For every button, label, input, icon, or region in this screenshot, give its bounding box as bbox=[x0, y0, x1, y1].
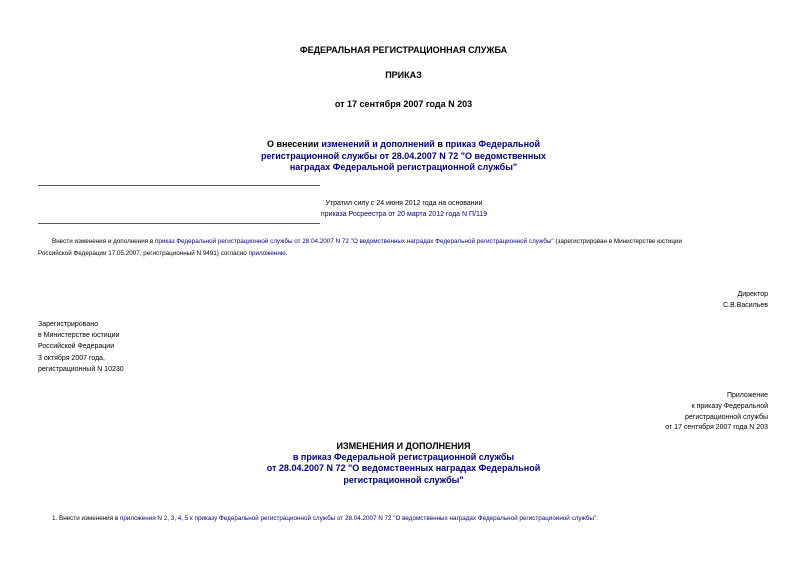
title-middle: в bbox=[434, 139, 446, 149]
appendix-title-link-line1[interactable]: в приказ Федеральной регистрационной службы bbox=[292, 452, 515, 463]
title-link-changes[interactable]: изменений и дополнений bbox=[321, 139, 435, 149]
title-prefix: О внесении bbox=[266, 139, 322, 149]
registration-block bbox=[38, 319, 124, 375]
repeal-notice-link[interactable]: приказа Росреестра от 20 марта 2012 года N П/119 bbox=[320, 211, 488, 218]
item1-end: : bbox=[596, 515, 599, 522]
item1-link-appendix-4[interactable]: 4 bbox=[177, 515, 182, 522]
repeal-notice-text: Утратил силу с 24 июня 2012 года на основании bbox=[325, 200, 483, 207]
p1-line2-end: . bbox=[285, 249, 288, 257]
appendix-ref-line: Приложение bbox=[726, 392, 768, 399]
item1-link-appendix-2[interactable]: приложения N 2 bbox=[119, 515, 168, 522]
registration-line: Зарегистрировано bbox=[38, 321, 98, 328]
item1-link-appendix-5[interactable]: 5 bbox=[184, 515, 189, 522]
appendix-reference bbox=[665, 391, 768, 434]
title-link-order-part2[interactable]: регистрационной службы от 28.04.2007 N 72 "О ведомственных bbox=[261, 150, 546, 161]
item1-sep: , bbox=[181, 515, 185, 522]
p1-start: Внести изменения и дополнения в bbox=[52, 238, 155, 245]
p1-order-link[interactable]: приказ Федеральной регистрационной службы от 28.04.2007 N 72 "О ведомственных наградах Федеральной регистрационной службы" bbox=[154, 238, 554, 245]
title-link-order-part3[interactable]: наградах Федеральной регистрационной службы" bbox=[289, 162, 518, 172]
agency-name: ФЕДЕРАЛЬНАЯ РЕГИСТРАЦИОННАЯ СЛУЖБА bbox=[299, 45, 508, 55]
item1-start: 1. Внести изменения в bbox=[52, 515, 120, 522]
registration-line: в Министерстве юстиции bbox=[38, 332, 120, 340]
signature-name: С.В.Васильев bbox=[723, 302, 768, 309]
signature-block bbox=[723, 289, 768, 311]
appendix-title-block bbox=[0, 441, 807, 486]
appendix-title-link-line3[interactable]: регистрационной службы" bbox=[343, 474, 464, 485]
item1-link-appendix-3[interactable]: 3 bbox=[170, 515, 175, 522]
main-paragraph bbox=[38, 236, 773, 259]
document-date-number: от 17 сентября 2007 года N 203 bbox=[334, 99, 473, 109]
divider-bottom bbox=[38, 223, 320, 224]
registration-line: Российской Федерации bbox=[38, 343, 115, 351]
registration-line: регистрационный N 10230 bbox=[38, 365, 124, 373]
appendix-ref-line: к приказу Федеральной bbox=[691, 402, 768, 410]
document-type: ПРИКАЗ bbox=[385, 70, 422, 80]
item-1 bbox=[52, 515, 598, 522]
p1-line2-start: Российской Федерации 17.05.2007, регистрационный N 9491) согласно bbox=[38, 249, 249, 257]
item1-sep: , bbox=[167, 515, 171, 522]
signature-position: Директор bbox=[737, 291, 768, 298]
document-title bbox=[0, 139, 807, 174]
item1-sep: , bbox=[174, 515, 178, 522]
divider-top bbox=[38, 185, 320, 186]
title-link-order-part1[interactable]: приказ Федеральной bbox=[445, 139, 541, 149]
appendix-heading: ИЗМЕНЕНИЯ И ДОПОЛНЕНИЯ bbox=[336, 441, 471, 451]
item1-link-order[interactable]: к приказу Федеральной регистрационной службы от 28.04.2007 N 72 "О ведомственных наградах Федеральной регистрационной службы" bbox=[188, 515, 597, 522]
registration-line: 3 октября 2007 года, bbox=[38, 354, 106, 362]
appendix-ref-line: регистрационной службы bbox=[685, 413, 768, 421]
appendix-ref-line: от 17 сентября 2007 года N 203 bbox=[665, 424, 768, 432]
p1-after: (зарегистрирован в Министерстве юстиции bbox=[553, 238, 683, 245]
p1-appendix-link[interactable]: приложению bbox=[248, 249, 286, 257]
repeal-notice bbox=[288, 198, 520, 220]
appendix-title-link-line2[interactable]: от 28.04.2007 N 72 "О ведомственных наградах Федеральной bbox=[266, 463, 541, 474]
